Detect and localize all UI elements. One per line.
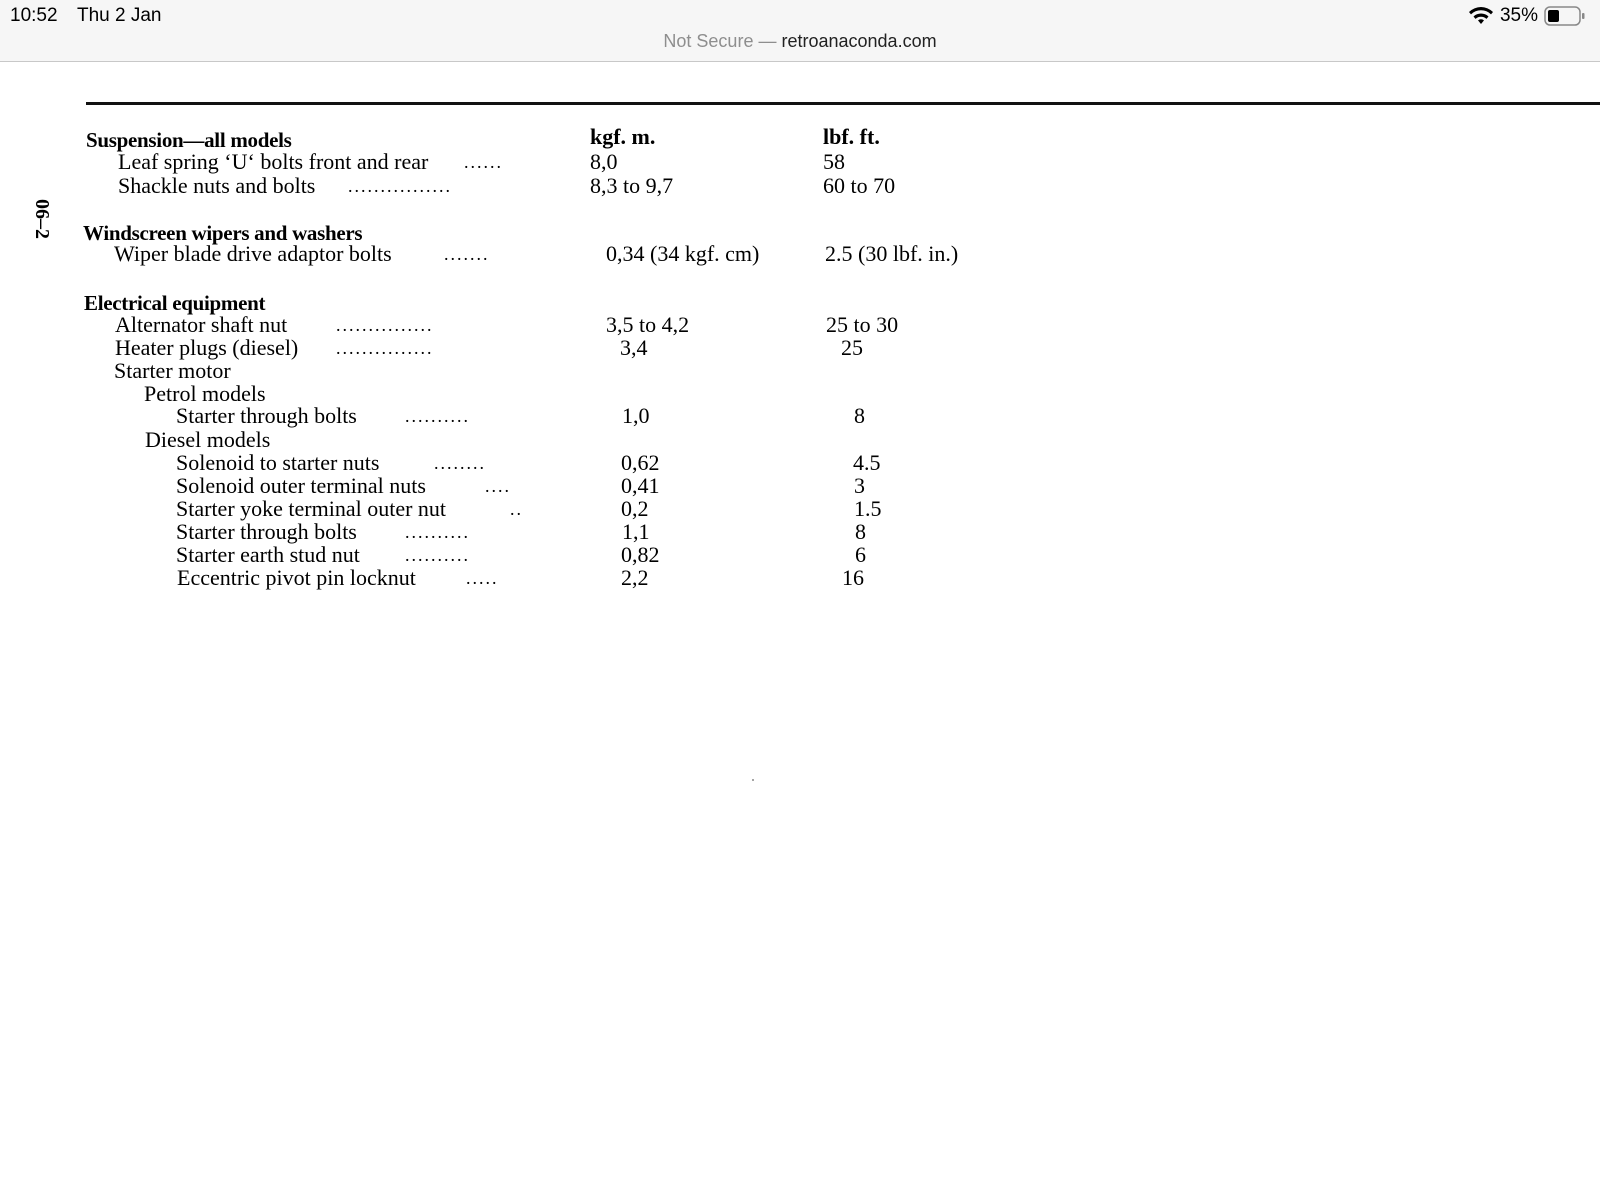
address-separator: —: [758, 31, 777, 51]
battery-icon: [1544, 5, 1586, 27]
address-domain[interactable]: retroanaconda.com: [781, 31, 937, 51]
dot-leader: ...............: [336, 338, 434, 358]
row-label: Solenoid to starter nuts: [176, 450, 380, 475]
dot-leader: ..........: [405, 406, 470, 426]
column-header-kgf: kgf. m.: [590, 124, 656, 149]
value-lbf: 4.5: [853, 450, 881, 475]
subheading: Starter motor: [114, 358, 231, 383]
value-kgf: 0,62: [621, 450, 660, 475]
value-kgf: 0,2: [621, 496, 649, 521]
row-label: Leaf spring ‘U‘ bolts front and rear: [118, 149, 429, 174]
value-lbf: 8: [854, 403, 865, 428]
row-label: Starter through bolts: [176, 519, 357, 544]
dot-leader: ..........: [405, 545, 470, 565]
value-kgf: 8,0: [590, 149, 618, 174]
dot-leader: ...............: [336, 315, 434, 335]
value-lbf: 58: [823, 149, 845, 174]
value-kgf: 1,1: [622, 519, 650, 544]
value-kgf: 1,0: [622, 403, 650, 428]
value-lbf: 60 to 70: [823, 173, 896, 198]
status-date: Thu 2 Jan: [77, 5, 162, 26]
value-kgf: 0,41: [621, 473, 660, 498]
subheading: Diesel models: [145, 427, 271, 452]
value-kgf: 2,2: [621, 565, 649, 590]
row-label: Heater plugs (diesel): [115, 335, 299, 360]
row-label: Eccentric pivot pin locknut: [177, 565, 416, 590]
value-lbf: 8: [855, 519, 866, 544]
value-lbf: 25: [841, 335, 863, 360]
status-indicators: [1468, 4, 1586, 28]
value-lbf: 2.5 (30 lbf. in.): [825, 241, 959, 266]
value-kgf: 0,34 (34 kgf. cm): [606, 241, 760, 266]
wifi-icon: [1468, 6, 1494, 26]
value-lbf: 6: [855, 542, 866, 567]
dot-leader: .......: [444, 244, 490, 264]
battery-percent: 35%: [1499, 5, 1538, 26]
dot-leader: .....: [466, 568, 499, 588]
section-heading: Electrical equipment: [84, 291, 266, 315]
value-lbf: 1.5: [854, 496, 882, 521]
scan-speck: [752, 779, 754, 781]
section-heading: Windscreen wipers and washers: [83, 221, 363, 245]
subheading: Petrol models: [144, 381, 266, 406]
status-time: 10:52: [10, 5, 58, 26]
dot-leader: ..: [510, 499, 523, 519]
dot-leader: ......: [464, 152, 503, 172]
dot-leader: ........: [434, 453, 486, 473]
row-label: Starter yoke terminal outer nut: [176, 496, 447, 521]
row-label: Starter earth stud nut: [176, 542, 360, 567]
row-label: Starter through bolts: [176, 403, 357, 428]
value-kgf: 8,3 to 9,7: [590, 173, 674, 198]
dot-leader: ................: [348, 176, 452, 196]
value-lbf: 25 to 30: [826, 312, 899, 337]
status-and-address-bar: [0, 0, 1600, 62]
row-label: Alternator shaft nut: [115, 312, 288, 337]
value-kgf: 3,4: [620, 335, 648, 360]
page-number: 06–2: [31, 199, 53, 239]
security-label: Not Secure: [663, 31, 754, 51]
value-kgf: 3,5 to 4,2: [606, 312, 690, 337]
row-label: Solenoid outer terminal nuts: [176, 473, 426, 498]
value-kgf: 0,82: [621, 542, 660, 567]
dot-leader: ....: [485, 476, 511, 496]
header-rule: [86, 102, 1600, 105]
value-lbf: 3: [854, 473, 865, 498]
document-page: [0, 62, 1600, 1200]
dot-leader: ..........: [405, 522, 470, 542]
row-label: Shackle nuts and bolts: [118, 173, 316, 198]
row-label: Wiper blade drive adaptor bolts: [114, 241, 392, 266]
section-heading: Suspension—all models: [86, 128, 292, 152]
value-lbf: 16: [842, 565, 864, 590]
address-bar[interactable]: [0, 31, 1600, 52]
column-header-lbf: lbf. ft.: [823, 124, 880, 149]
